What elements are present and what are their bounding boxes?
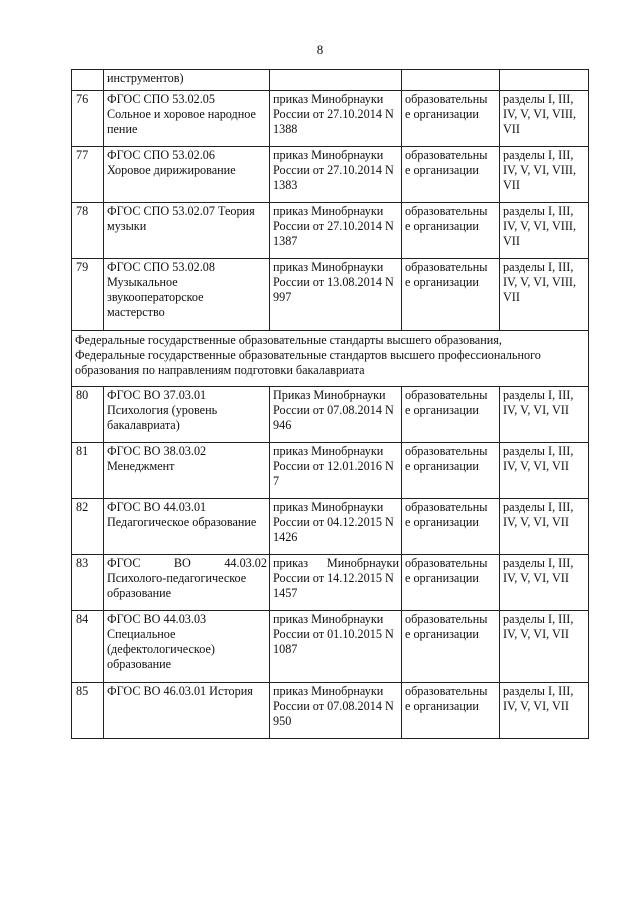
cell-line: е организации [405,163,479,177]
table-row [72,147,589,203]
cell-line: 77 [76,148,89,162]
approving-document [270,443,402,499]
approving-document [270,683,402,739]
sections [500,555,589,611]
standard-name [104,499,270,555]
table-row [72,203,589,259]
cell-line: России от 07.08.2014 N [273,699,394,713]
table-row [72,259,589,331]
cell-line: IV, V, VI, VII [503,699,569,713]
cell-line: образовательны [405,612,488,626]
cell-line: е организации [405,627,479,641]
cell-line: 76 [76,92,89,106]
cell-line: VII [503,234,520,248]
scope [402,683,500,739]
row-number [72,443,104,499]
cell-line: IV, V, VI, VII [503,515,569,529]
row-number [72,555,104,611]
cell-line: 82 [76,500,89,514]
cell-line: приказ Минобрнауки [273,444,384,458]
approving-document [270,499,402,555]
row-number [72,611,104,683]
cell-line: ФГОС СПО 53.02.05 [107,92,215,106]
row-number [72,499,104,555]
scope [402,259,500,331]
table-row-continuation [72,70,589,91]
cell-line: е организации [405,219,479,233]
scope [402,499,500,555]
cell-line: образовательны [405,388,488,402]
sections [500,683,589,739]
scope [402,91,500,147]
table-body [72,70,589,739]
approving-document [270,70,402,91]
approving-document [270,611,402,683]
row-number [72,387,104,443]
cell-line: 7 [273,474,280,488]
cell-line: образовательны [405,684,488,698]
cell-line: 1457 [273,586,298,600]
standard-name [104,611,270,683]
row-number [72,203,104,259]
table-row [72,91,589,147]
cell-line: Хоровое дирижирование [107,163,236,177]
cell-line: 85 [76,684,89,698]
scope [402,555,500,611]
cell-line: приказ Минобрнауки [273,260,384,274]
cell-line: образование [107,586,172,600]
section-heading-row [72,331,589,387]
approving-document [270,203,402,259]
cell-line: образовательны [405,556,488,570]
approving-document [270,91,402,147]
approving-document [270,555,402,611]
sections [500,147,589,203]
row-number [72,70,104,91]
cell-line: образование [107,657,172,671]
cell-line: е организации [405,699,479,713]
scope [402,443,500,499]
table-row [72,683,589,739]
cell-line: России от 13.08.2014 N [273,275,394,289]
cell-line: IV, V, VI, VIII, [503,107,577,121]
cell-line: ФГОС ВО 46.03.01 История [107,684,253,698]
cell-line: Сольное и хоровое народное [107,107,256,121]
cell-line: IV, V, VI, VIII, [503,275,577,289]
cell-line: образовательны [405,204,488,218]
scope [402,203,500,259]
table-row [72,499,589,555]
standard-name [104,683,270,739]
cell-line: разделы I, III, [503,556,574,570]
section-heading [72,331,589,387]
cell-line: России от 27.10.2014 N [273,219,394,233]
cell-line: разделы I, III, [503,500,574,514]
cell-line: VII [503,290,520,304]
standard-name [104,147,270,203]
cell-line: музыки [107,219,147,233]
cell-line: ФГОС ВО 44.03.02 [107,556,267,570]
cell-line: Музыкальное [107,275,178,289]
cell-line: бакалавриата) [107,418,180,432]
cell-line: 79 [76,260,89,274]
cell-line: IV, V, VI, VIII, [503,219,577,233]
cell-line: образовательны [405,444,488,458]
scope [402,611,500,683]
sections [500,70,589,91]
cell-line: ФГОС ВО 38.03.02 [107,444,207,458]
cell-line: 997 [273,290,292,304]
cell-line: IV, V, VI, VIII, [503,163,577,177]
standard-name [104,91,270,147]
cell-line: России от 27.10.2014 N [273,107,394,121]
approving-document [270,387,402,443]
sections [500,443,589,499]
cell-line: Психолого-педагогическое [107,571,247,585]
scope [402,70,500,91]
scope [402,387,500,443]
cell-line: разделы I, III, [503,388,574,402]
cell-line: России от 14.12.2015 N [273,571,394,585]
cell-line: России от 04.12.2015 N [273,515,394,529]
cell-line: VII [503,178,520,192]
cell-line: приказ Минобрнауки [273,556,399,570]
cell-line: разделы I, III, [503,260,574,274]
cell-line: IV, V, VI, VII [503,403,569,417]
cell-line: России от 07.08.2014 N [273,403,394,417]
cell-line: Приказ Минобрнауки [273,388,386,402]
table-row [72,611,589,683]
cell-line: е организации [405,459,479,473]
cell-line: 81 [76,444,89,458]
cell-line: образовательны [405,500,488,514]
standard-name [104,203,270,259]
cell-line: ФГОС СПО 53.02.06 [107,148,215,162]
cell-line: ФГОС ВО 37.03.01 [107,388,207,402]
cell-line: 1383 [273,178,298,192]
cell-line: образовательны [405,260,488,274]
row-number [72,683,104,739]
cell-line: приказ Минобрнауки [273,684,384,698]
cell-line: разделы I, III, [503,444,574,458]
standard-name [104,259,270,331]
cell-line: 80 [76,388,89,402]
cell-line: приказ Минобрнауки [273,612,384,626]
sections [500,203,589,259]
cell-line: ФГОС СПО 53.02.08 [107,260,215,274]
cell-line: е организации [405,515,479,529]
cell-line: пение [107,122,138,136]
cell-line: е организации [405,275,479,289]
row-number [72,147,104,203]
sections [500,259,589,331]
table-row [72,555,589,611]
cell-line: IV, V, VI, VII [503,627,569,641]
cell-line: IV, V, VI, VII [503,571,569,585]
cell-line: разделы I, III, [503,684,574,698]
sections [500,91,589,147]
cell-line: образования по направлениям подготовки бакалавриата [75,363,365,377]
cell-line: 1387 [273,234,298,248]
scope [402,147,500,203]
standards-table [71,69,589,739]
cell-line: 950 [273,714,292,728]
cell-line: приказ Минобрнауки [273,500,384,514]
standard-name: инструментов) [104,70,270,91]
cell-line: 1087 [273,642,298,656]
row-number [72,91,104,147]
cell-line: образовательны [405,92,488,106]
cell-line: разделы I, III, [503,204,574,218]
cell-line: приказ Минобрнауки [273,148,384,162]
cell-line: Психология (уровень [107,403,218,417]
standard-name [104,443,270,499]
table-row [72,443,589,499]
cell-line: России от 12.01.2016 N [273,459,394,473]
cell-line: (дефектологическое) [107,642,215,656]
cell-line: е организации [405,107,479,121]
cell-line: 1388 [273,122,298,136]
approving-document [270,147,402,203]
cell-line: Федеральные государственные образовательные стандарты высшего образования, [75,333,502,347]
row-number [72,259,104,331]
cell-line: разделы I, III, [503,92,574,106]
standard-name [104,387,270,443]
cell-line: Педагогическое образование [107,515,257,529]
cell-line: Федеральные государственные образовательные стандартов высшего профессионального [75,348,541,362]
cell-line: разделы I, III, [503,148,574,162]
cell-line: 83 [76,556,89,570]
cell-line: 84 [76,612,89,626]
cell-line: разделы I, III, [503,612,574,626]
cell-line: 946 [273,418,292,432]
cell-line: Менеджмент [107,459,175,473]
cell-line: России от 01.10.2015 N [273,627,394,641]
cell-line: образовательны [405,148,488,162]
cell-line: звукооператорское [107,290,204,304]
page-number: 8 [316,42,324,57]
cell-line: приказ Минобрнауки [273,204,384,218]
cell-line: VII [503,122,520,136]
sections [500,499,589,555]
cell-line: ФГОС СПО 53.02.07 Теория [107,204,255,218]
standard-name [104,555,270,611]
table-row [72,387,589,443]
sections [500,611,589,683]
cell-line: приказ Минобрнауки [273,92,384,106]
cell-line: е организации [405,403,479,417]
cell-line: 78 [76,204,89,218]
cell-line: е организации [405,571,479,585]
cell-line: 1426 [273,530,298,544]
cell-line: мастерство [107,305,165,319]
sections [500,387,589,443]
approving-document [270,259,402,331]
cell-line: ФГОС ВО 44.03.03 [107,612,207,626]
cell-line: России от 27.10.2014 N [273,163,394,177]
cell-line: ФГОС ВО 44.03.01 [107,500,207,514]
cell-line: Специальное [107,627,176,641]
cell-line: IV, V, VI, VII [503,459,569,473]
